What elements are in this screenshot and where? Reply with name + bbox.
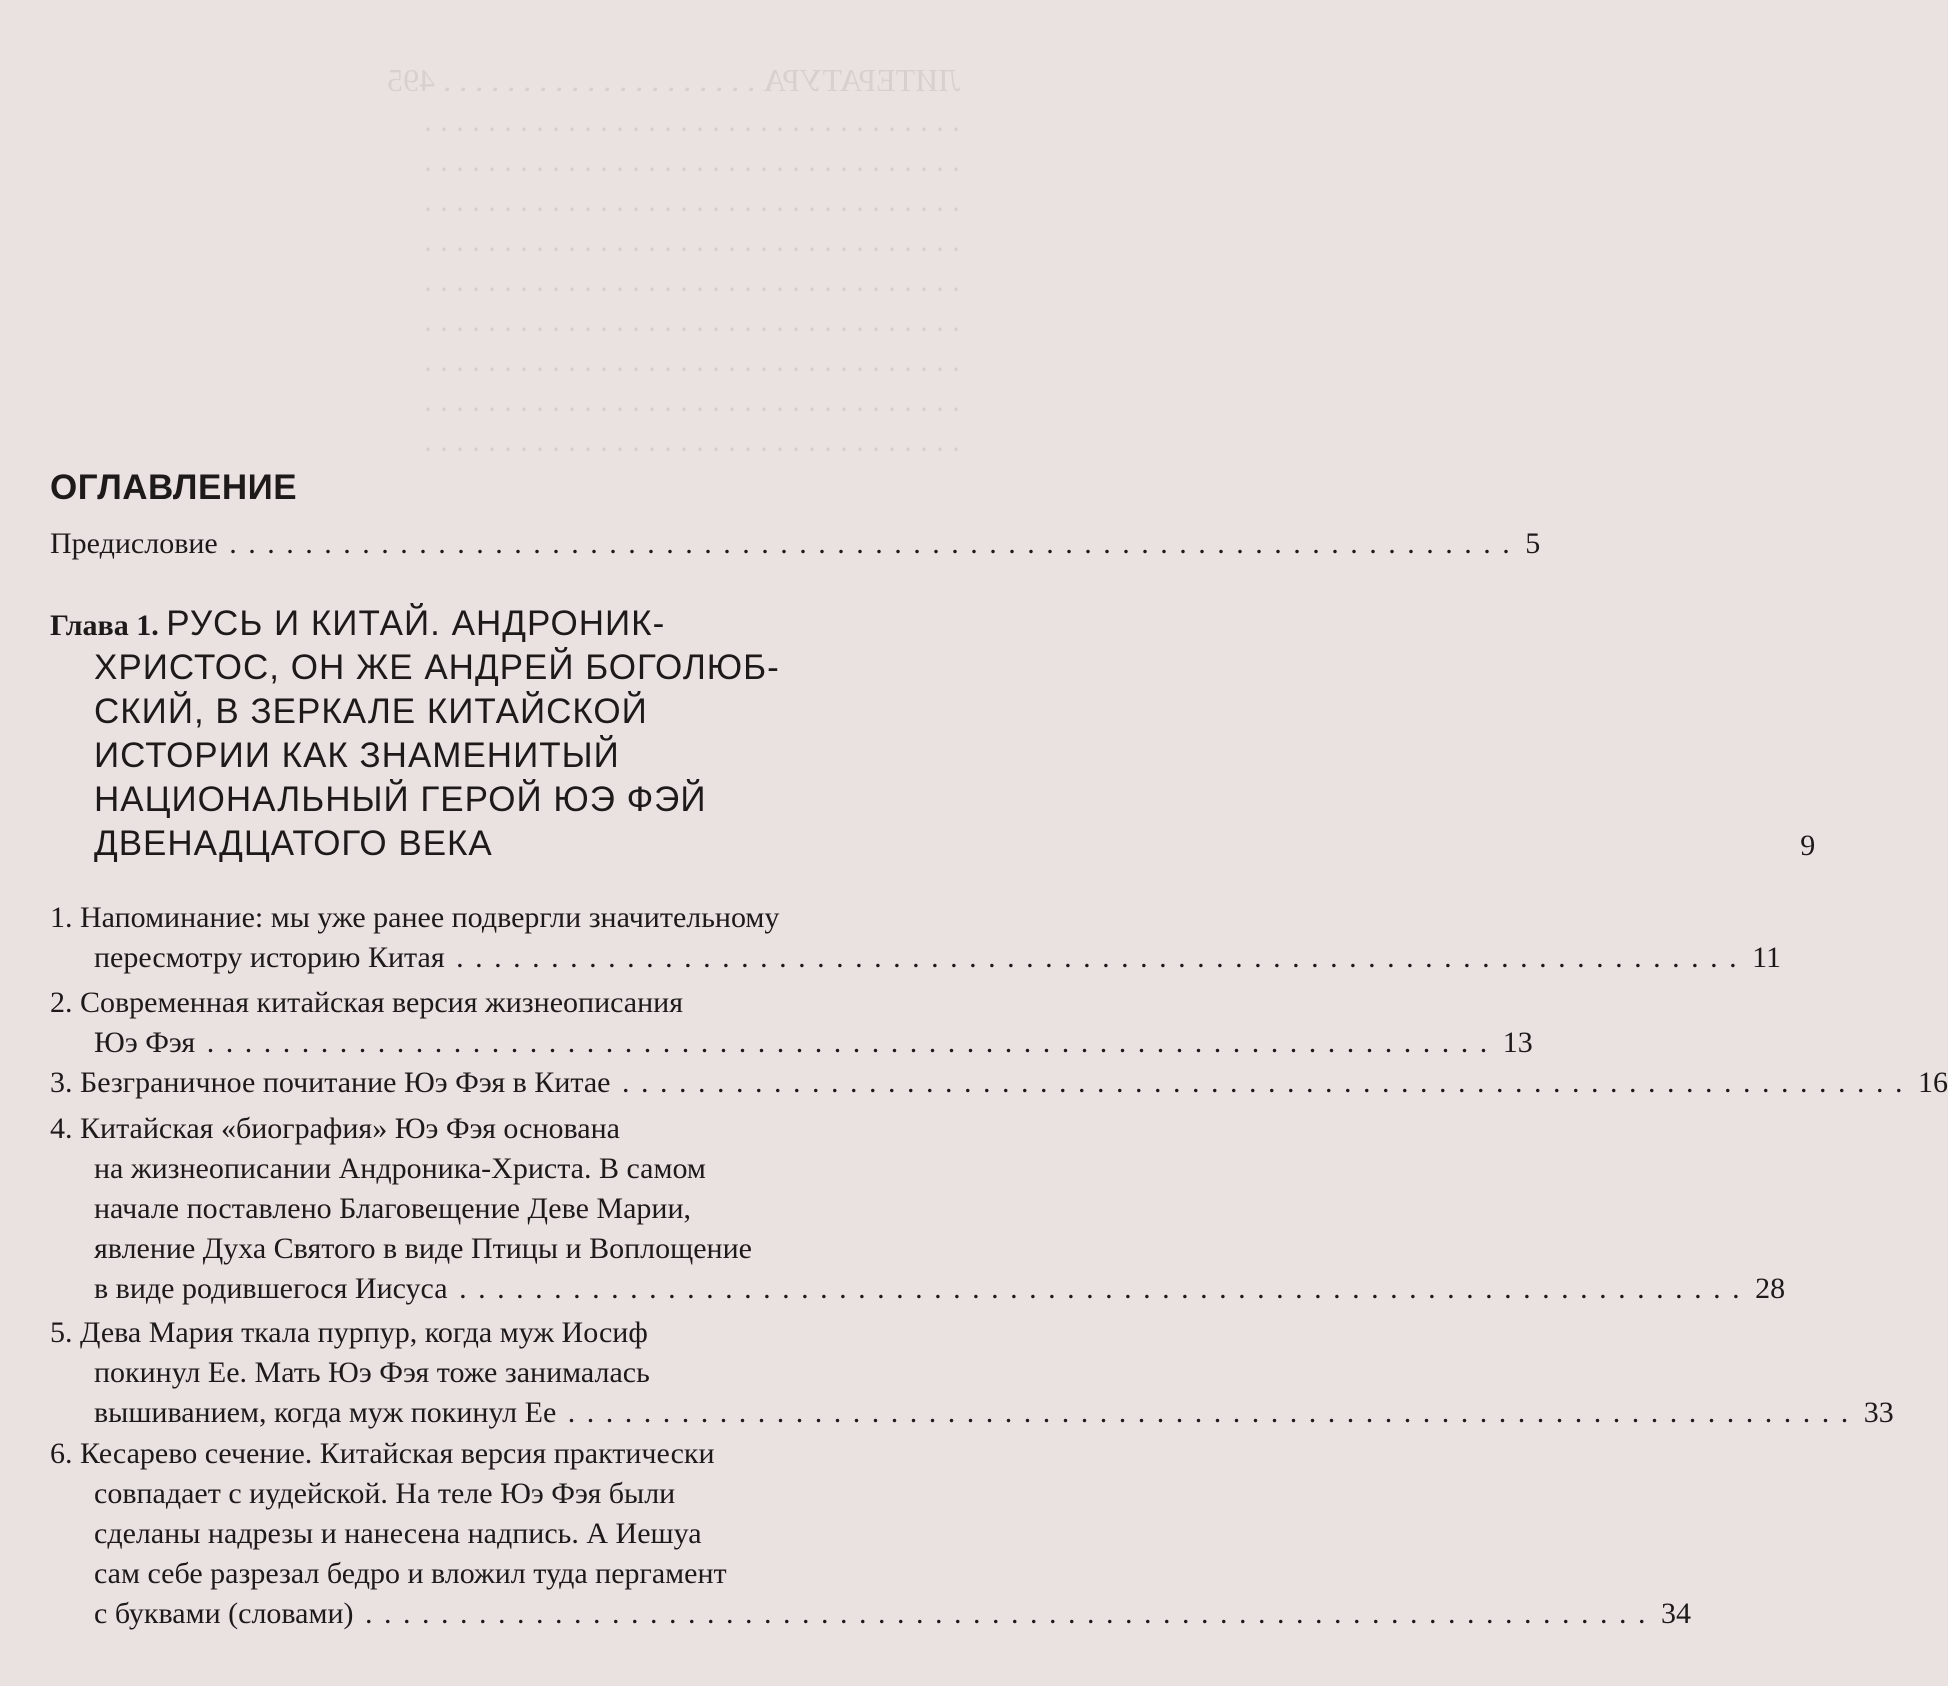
entry-title-line: 3. Безграничное почитание Юэ Фэя в Китае bbox=[50, 1066, 611, 1099]
entry-title: Предисловие bbox=[50, 527, 218, 560]
entry-title-line: вышиванием, когда муж покинул Ее bbox=[94, 1396, 557, 1429]
chapter-title-line: ИСТОРИИ КАК ЗНАМЕНИТЫЙ bbox=[94, 736, 620, 775]
page-number: 33 bbox=[1863, 1396, 1894, 1429]
entry-title-line: совпадает с иудейской. На теле Юэ Фэя были bbox=[94, 1477, 676, 1510]
entry-title-line: Юэ Фэя bbox=[94, 1026, 196, 1059]
entry-title-line: с буквами (словами) bbox=[94, 1597, 354, 1630]
chapter-title-line: СКИЙ, В ЗЕРКАЛЕ КИТАЙСКОЙ bbox=[94, 692, 648, 731]
page-number: 13 bbox=[1502, 1026, 1533, 1059]
dot-leader bbox=[568, 1396, 1851, 1429]
entry-title-line: 5. Дева Мария ткала пурпур, когда муж Иосиф bbox=[50, 1316, 648, 1349]
dot-leader bbox=[456, 941, 1739, 974]
chapter-title-line: ДВЕНАДЦАТОГО ВЕКА bbox=[94, 824, 493, 863]
chapter-label: Глава 1. bbox=[50, 609, 159, 642]
dot-leader bbox=[459, 1272, 1742, 1305]
dot-leader bbox=[229, 527, 1512, 560]
entry-title-line: пересмотру историю Китая bbox=[94, 941, 445, 974]
entry-title-line: 2. Современная китайская версия жизнеописания bbox=[50, 986, 684, 1019]
show-through-text: ЛИТЕРАТУРА . . . . . . . . . . . . . . . . . . . . 495 . . . . . . . . . . . . . . . . . . . . . . . . . . . . . . . . . . . . . . . . . . . . . . . . . . . . . . . . . . . . . . . . . . . . . . . . . . . . . . . . . . . . . . . . . . . . . . . . . . . . . . . . . . . . . . . . . . . . . . . . . . . . . . . . . . . . . . . . . . . . . . . . . . . . . . . . . . . . . . . . . . . . . . . . . . . . . . . . . . . . . . . . . . . . . . . . . . . . . . . . . . . . . . . . . . . . . . . . . . . . . . . . . . . . . . . . . . . . . . . . . . . . . . . . . . . . . . . . . . . . . . . . . . . . . . . . . . . . . . . . . . . . . . . . . . . . . . . . . . . . . . . . . . bbox=[387, 62, 960, 458]
chapter-title-line: НАЦИОНАЛЬНЫЙ ГЕРОЙ ЮЭ ФЭЙ bbox=[94, 780, 707, 819]
toc-entry-section-2[interactable] bbox=[50, 983, 1533, 1063]
dot-leader bbox=[207, 1026, 1490, 1059]
entry-title-line: сделаны надрезы и нанесена надпись. А Иешуа bbox=[94, 1517, 702, 1550]
dot-leader bbox=[622, 1066, 1905, 1099]
page-number: 34 bbox=[1661, 1597, 1692, 1630]
toc-entry-section-1[interactable] bbox=[50, 898, 1782, 978]
chapter-title-line: ХРИСТОС, ОН ЖЕ АНДРЕЙ БОГОЛЮБ- bbox=[94, 648, 780, 687]
entry-title-line: на жизнеописании Андроника-Христа. В самом bbox=[94, 1152, 706, 1185]
entry-title-line: 4. Китайская «биография» Юэ Фэя основана bbox=[50, 1112, 620, 1145]
entry-title-line: 1. Напоминание: мы уже ранее подвергли значительному bbox=[50, 901, 780, 934]
entry-title-line: покинул Ее. Мать Юэ Фэя тоже занималась bbox=[94, 1356, 650, 1389]
page-number: 5 bbox=[1525, 527, 1541, 560]
entry-title-line: в виде родившегося Иисуса bbox=[94, 1272, 448, 1305]
page-number: 11 bbox=[1752, 941, 1782, 974]
page-number: 28 bbox=[1755, 1272, 1786, 1305]
toc-entry-preface[interactable] bbox=[50, 524, 1541, 564]
entry-title-line: начале поставлено Благовещение Деве Марии, bbox=[94, 1192, 692, 1225]
chapter-title-line: РУСЬ И КИТАЙ. АНДРОНИК- bbox=[166, 604, 666, 643]
toc-entry-section-4[interactable] bbox=[50, 1109, 1786, 1309]
entry-title-line: сам себе разрезал бедро и вложил туда пергамент bbox=[94, 1557, 727, 1590]
page-number: 9 bbox=[1800, 829, 1816, 862]
toc-entry-section-5[interactable] bbox=[50, 1313, 1894, 1433]
toc-entry-section-3[interactable] bbox=[50, 1063, 1948, 1103]
entry-title-line: 6. Кесарево сечение. Китайская версия практически bbox=[50, 1437, 715, 1470]
toc-heading: ОГЛАВЛЕНИЕ bbox=[50, 468, 298, 507]
dot-leader bbox=[365, 1597, 1648, 1630]
toc-entry-section-6[interactable] bbox=[50, 1434, 1692, 1634]
page-number: 16 bbox=[1917, 1066, 1948, 1099]
entry-title-line: явление Духа Святого в виде Птицы и Воплощение bbox=[94, 1232, 752, 1265]
toc-entry-chapter-1[interactable] bbox=[50, 602, 1816, 866]
